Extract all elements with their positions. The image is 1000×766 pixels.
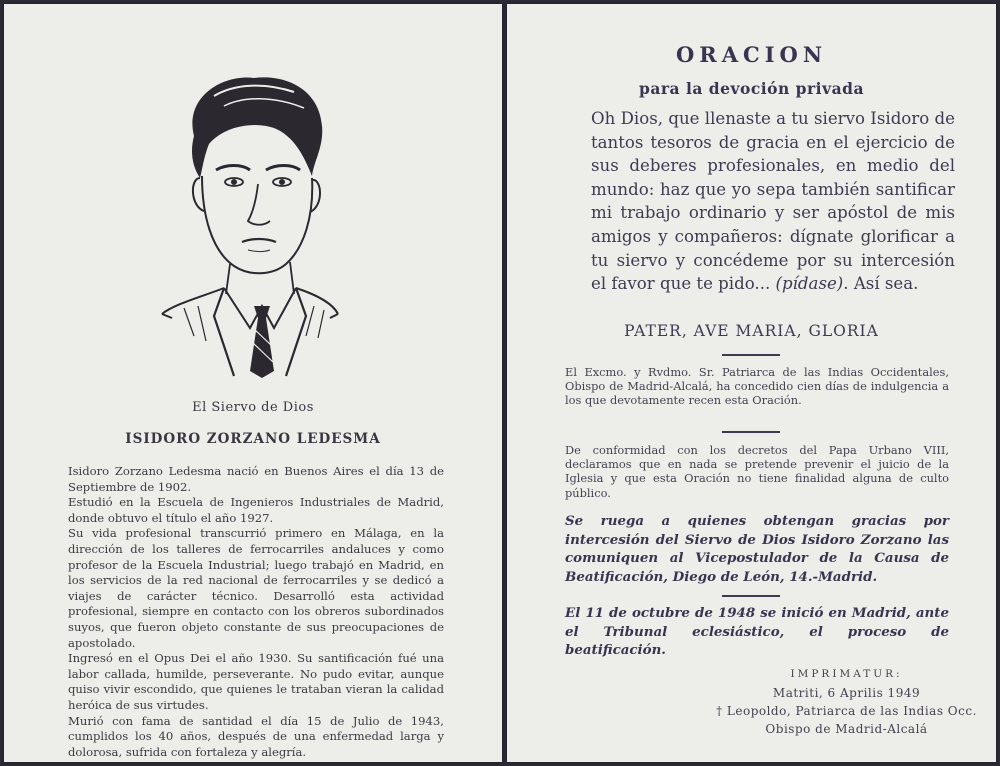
biography — [68, 464, 444, 760]
bio-paragraph: Estudió en la Escuela de Ingenieros Industriales de Madrid, donde obtuvo el título el año 1927. — [68, 495, 444, 525]
divider — [722, 431, 780, 433]
request-note: Se ruega a quienes obtengan gracias por intercesión del Siervo de Dios Isidoro Zorzano las comuniquen al Vicepostulador de la Causa de Beatificación, Diego de León, 14.-Madrid. — [565, 513, 949, 585]
prayer-body — [591, 107, 955, 296]
prayer-aside: (pídase) — [775, 274, 844, 294]
imprimatur-bishop: Obispo de Madrid-Alcalá — [765, 722, 928, 736]
imprimatur-signature: † Leopoldo, Patriarca de las Indias Occ. — [716, 704, 977, 718]
right-card — [507, 4, 996, 762]
process-note: El 11 de octubre de 1948 se inició en Madrid, ante el Tribunal eclesiástico, el proceso de beatificación. — [565, 605, 949, 658]
imprimatur-label: IMPRIMATUR: — [790, 668, 903, 680]
imprimatur-place: Matriti, 6 Aprilis 1949 — [772, 686, 921, 700]
bio-paragraph: Ingresó en el Opus Dei el año 1930. Su santificación fué una labor callada, humilde, perseverante. No pudo evitar, aunque quiso vivir escondido, que quienes le trataban vieran la calidad heróica de sus virtudes. — [68, 651, 444, 712]
bio-paragraph: Isidoro Zorzano Ledesma nació en Buenos Aires el día 13 de Septiembre de 1902. — [68, 464, 444, 494]
prayer-subtitle: para la devoción privada — [638, 79, 864, 98]
bio-paragraph: Murió con fama de santidad el día 15 de Julio de 1943, cumplidos los 40 años, después de una enfermedad larga y dolorosa, sufrida con fortaleza y alegría. — [68, 713, 444, 759]
divider — [722, 354, 780, 356]
servant-name: ISIDORO ZORZANO LEDESMA — [125, 431, 381, 447]
bio-paragraph: Su vida profesional transcurrió primero en Málaga, en la dirección de los talleres de ferrocarriles andaluces y como profesor de la Escuela Industrial; luego trabajó en Madrid, en los servicios de la red nacional de ferrocarriles y se dedicó a viajes de carácter técnico. Desarrolló esta actividad profesional, siempre en contacto con los obreros subordinados suyos, que fueron objeto constante de sus preocupaciones de apostolado. — [68, 526, 444, 650]
portrait-illustration — [154, 66, 344, 378]
prayer-main-text: Oh Dios, que llenaste a tu siervo Isidoro de tantos tesoros de gracia en el ejercicio de sus deberes profesionales, en medio del mundo: haz que yo sepa también santificar mi trabajo ordinario y ser apóstol de mis amigos y compañeros: dígnate glorificar a tu siervo y concédeme por su intercesión el favor que te pido... — [591, 109, 955, 294]
indulgence-note: El Excmo. y Rvdmo. Sr. Patriarca de las Indias Occidentales, Obispo de Madrid-Alcalá, ha concedido cien días de indulgencia a los que devotamente recen esta Oración. — [565, 365, 949, 408]
prayer-end: . Así sea. — [843, 274, 919, 294]
servant-caption: El Siervo de Dios — [192, 400, 314, 415]
divider — [722, 595, 780, 597]
prayer-title: ORACION — [675, 42, 828, 67]
left-card — [4, 4, 502, 762]
prayer-closing: PATER, AVE MARIA, GLORIA — [624, 322, 879, 340]
decree-note: De conformidad con los decretos del Papa Urbano VIII, declaramos que en nada se pretende prevenir el juicio de la Iglesia y que esta Oración no tiene finalidad alguna de culto público. — [565, 443, 949, 500]
